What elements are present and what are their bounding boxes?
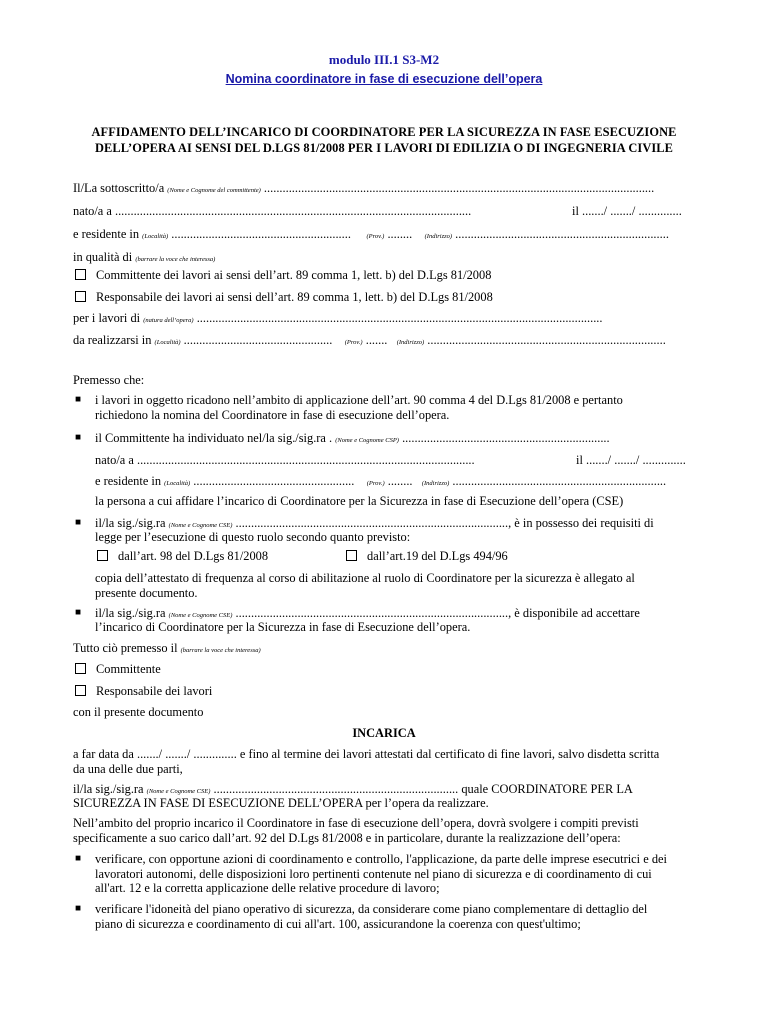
heading-line-1: AFFIDAMENTO DELL’INCARICO DI COORDINATORE PER LA SICUREZZA IN FASE ESECUZIONE — [91, 125, 677, 139]
premesso-title: Premesso che: — [73, 373, 145, 387]
cse-note: (Nome e Cognome CSE) — [168, 522, 233, 529]
residente-field[interactable]: .................................................... — [193, 474, 355, 488]
option-responsabile[interactable] — [75, 290, 493, 305]
checkbox[interactable] — [346, 550, 357, 561]
prov-field[interactable]: ........ — [387, 474, 413, 488]
text-line: lavoratori autonomi, delle disposizioni loro pertinenti contenute nel piano di sicurezza e di coordinamento di cui — [95, 866, 652, 881]
text-line: all'art. 12 e la corretta applicazione delle relative procedure di lavoro; — [95, 881, 440, 895]
residente-field[interactable]: .......................................................... — [171, 227, 351, 241]
premesso-item-2 — [95, 431, 610, 448]
il-label: il — [576, 453, 583, 467]
text-line: specificamente a suo carico dall’art. 92 del D.Lgs 81/2008 e in particolare, durante la realizzazione dell’opera: — [73, 830, 621, 845]
sottoscritto-note: (Nome e Cognome del committente) — [167, 187, 261, 194]
indirizzo-field[interactable]: ............................................................................. — [427, 333, 666, 347]
text-line: il/la sig./sig.ra — [95, 606, 166, 620]
prov-field[interactable]: ....... — [365, 333, 388, 347]
tutto-label: Tutto ciò premesso il — [73, 641, 178, 655]
indirizzo-note: (Indirizzo) — [424, 233, 453, 240]
text-line: , è disponibile ad accettare — [508, 606, 640, 620]
realizzarsi-field[interactable]: ................................................ — [183, 333, 333, 347]
checkbox[interactable] — [75, 291, 86, 302]
csp-date-row — [576, 453, 686, 468]
csp-note: (Nome e Cognome CSP) — [335, 437, 399, 444]
option-art19[interactable] — [346, 549, 508, 564]
realizzarsi-label: da realizzarsi in — [73, 333, 152, 347]
document-subtitle — [0, 72, 768, 86]
bullet-icon: ■ — [75, 517, 82, 528]
residente-label: e residente in — [95, 474, 162, 488]
localita-note: (Località) — [154, 339, 181, 346]
date-field[interactable]: ......./ ......./ .............. — [586, 453, 686, 467]
lavori-row — [73, 311, 603, 328]
checkbox[interactable] — [75, 269, 86, 280]
prov-field[interactable]: ........ — [387, 227, 413, 241]
cse-note: (Nome e Cognome CSE) — [146, 788, 211, 795]
text-line: piano di sicurezza e coordinamento di cui all'art. 100, assicurandone la coerenza con quest'ultimo; — [95, 916, 581, 931]
bullet-icon: ■ — [75, 607, 82, 618]
checkbox[interactable] — [75, 663, 86, 674]
option-label: Responsabile dei lavori — [96, 684, 213, 698]
premesso-item-4-line2: l’incarico di Coordinatore per la Sicurezza in fase di Esecuzione dell’opera. — [95, 620, 471, 634]
realizzarsi-row — [73, 333, 666, 350]
indirizzo-field[interactable]: ..................................................................... — [452, 474, 667, 488]
option-tutto-responsabile[interactable] — [75, 684, 212, 699]
bullet-icon: ■ — [75, 432, 82, 443]
natura-note: (natura dell’opera) — [143, 317, 194, 324]
text-line: quale COORDINATORE PER LA — [461, 782, 633, 796]
option-label: Committente — [96, 662, 161, 676]
cse-note: (Nome e Cognome CSE) — [168, 612, 233, 619]
lavori-label: per i lavori di — [73, 311, 141, 325]
text-line: , è in possesso dei requisiti di — [508, 516, 654, 530]
tutto-row — [73, 641, 261, 658]
bullet-icon: ■ — [75, 394, 82, 405]
text-line: presente documento. — [95, 585, 198, 600]
sottoscritto-field[interactable]: .............................................................................................................................. — [263, 181, 655, 195]
csp-field[interactable]: ................................................................... — [402, 431, 610, 445]
prov-note: (Prov.) — [366, 233, 385, 240]
text-line: da una delle due parti, — [73, 761, 183, 776]
nato-label: nato/a a — [73, 204, 112, 218]
heading-line-2: DELL’OPERA AI SENSI DEL D.LGS 81/2008 PER I LAVORI DI EDILIZIA O DI INGEGNERIA CIVILE — [94, 141, 674, 155]
indirizzo-field[interactable]: ..................................................................... — [455, 227, 669, 241]
sottoscritto-label: Il/La sottoscritto/a — [73, 181, 165, 195]
nato-field[interactable]: ............................................................................................................. — [136, 453, 475, 467]
incarica-title: INCARICA — [352, 726, 416, 740]
qualita-note: (barrare la voce che interessa) — [135, 256, 216, 263]
incarica-compiti — [73, 816, 639, 845]
indirizzo-note: (Indirizzo) — [396, 339, 425, 346]
bullet-icon: ■ — [75, 903, 82, 914]
nato-label: nato/a a — [95, 453, 134, 467]
residente-row — [73, 227, 669, 244]
text-line: copia dell’attestato di frequenza al corso di abilitazione al ruolo di Coordinatore per la sicurezza è allegato al — [95, 571, 635, 585]
text-line: il/la sig./sig.ra — [73, 782, 144, 796]
text-line: Nell’ambito del proprio incarico il Coordinatore in fase di esecuzione dell’opera, dovrà svolgere i compiti previsti — [73, 816, 639, 830]
nato-row — [73, 204, 471, 219]
nato-date-field[interactable]: ......./ ......./ .............. — [582, 204, 682, 218]
option-label: Committente dei lavori ai sensi dell’art. 89 comma 1, lett. b) del D.Lgs 81/2008 — [96, 268, 492, 282]
con-documento: con il presente documento — [73, 705, 204, 719]
nato-date-row — [572, 204, 682, 219]
option-label: dall’art.19 del D.Lgs 494/96 — [367, 549, 508, 563]
nato-field[interactable]: ................................................................................................................... — [114, 204, 472, 218]
cse-field[interactable]: ............................................................................... — [213, 782, 459, 796]
checkbox[interactable] — [75, 685, 86, 696]
premesso-item-3-line2: legge per l’esecuzione di questo ruolo secondo quanto previsto: — [95, 530, 411, 544]
incarica-date — [73, 747, 659, 776]
text-line: a far data da ......./ ......./ .............. e fino al termine dei lavori attestati dal certificato di fine lavori, salvo disdetta scritta — [73, 747, 660, 761]
il-label: il — [572, 204, 579, 218]
text-line: verificare l'idoneità del piano operativo di sicurezza, da considerare come piano complementare di dettaglio del — [95, 902, 648, 916]
residente-label: e residente in — [73, 227, 140, 241]
text-line: richiedono la nomina del Coordinatore in fase di esecuzione dell’opera. — [95, 407, 450, 422]
premesso-item-1 — [95, 393, 623, 422]
option-label: Responsabile dei lavori ai sensi dell’art. 89 comma 1, lett. b) del D.Lgs 81/2008 — [96, 290, 493, 304]
cse-field[interactable]: ........................................................................................ — [235, 516, 509, 530]
text-line: il Committente ha individuato nel/la sig./sig.ra . — [95, 431, 333, 445]
option-art98[interactable] — [97, 549, 268, 564]
csp-nato-row — [95, 453, 475, 468]
verifica-item-1 — [95, 852, 667, 896]
text-line: il/la sig./sig.ra — [95, 516, 166, 530]
localita-note: (Località) — [142, 233, 169, 240]
nomina-link[interactable]: Nomina coordinatore in fase di esecuzione dell’opera — [225, 72, 543, 86]
module-code: modulo III.1 S3-M2 — [328, 52, 440, 67]
checkbox[interactable] — [97, 550, 108, 561]
prov-note: (Prov.) — [344, 339, 363, 346]
indirizzo-note: (Indirizzo) — [421, 480, 450, 487]
localita-note: (Località) — [164, 480, 191, 487]
csp-residente-row — [95, 474, 666, 491]
verifica-item-2 — [95, 902, 647, 931]
lavori-field[interactable]: ................................................................................................................................... — [196, 311, 603, 325]
document-heading — [40, 124, 728, 156]
option-committente[interactable] — [75, 268, 491, 283]
cse-field[interactable]: ........................................................................................ — [235, 606, 509, 620]
sottoscritto-row — [73, 181, 654, 198]
bullet-icon: ■ — [75, 853, 82, 864]
copia-attestato — [95, 571, 635, 600]
option-label: dall’art. 98 del D.Lgs 81/2008 — [118, 549, 269, 563]
qualita-label: in qualità di — [73, 250, 133, 264]
text-line: i lavori in oggetto ricadono nell’ambito di applicazione dell’art. 90 comma 4 del D.Lgs 81/2008 e pertanto — [95, 393, 623, 407]
option-tutto-committente[interactable] — [75, 662, 161, 677]
prov-note: (Prov.) — [366, 480, 385, 487]
text-line: verificare, con opportune azioni di coordinamento e controllo, l'applicazione, da parte delle imprese esecutrici e dei — [95, 852, 667, 866]
csp-persona: la persona a cui affidare l’incarico di Coordinatore per la Sicurezza in fase di Esecuzione dell’opera (CSE) — [95, 494, 624, 508]
incarica-cse-line2: SICUREZZA IN FASE DI ESECUZIONE DELL’OPERA per l’opera da realizzare. — [73, 796, 489, 810]
qualita-row — [73, 250, 215, 267]
tutto-note: (barrare la voce che interessa) — [180, 647, 261, 654]
